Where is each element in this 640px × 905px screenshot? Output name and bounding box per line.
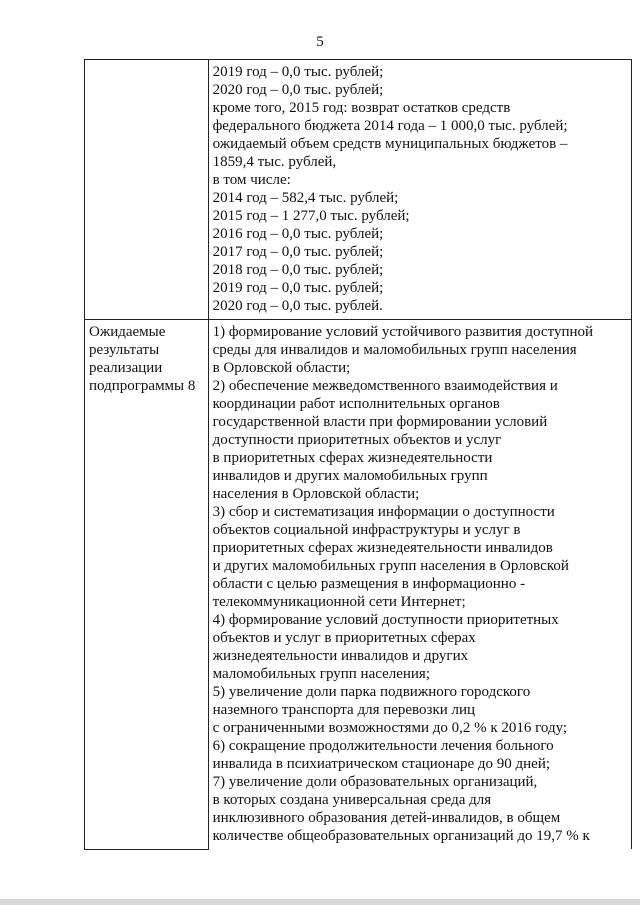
funding-line: 1859,4 тыс. рублей, [212,154,337,170]
funding-line: федерального бюджета 2014 года – 1 000,0 тыс. рублей; [212,118,568,134]
result-line: жизнедеятельности инвалидов и других [212,648,469,664]
result-line: в приоритетных сферах жизнедеятельности [212,450,493,466]
subprogram-passport-table [84,59,632,850]
result-line: государственной власти при формировании условий [212,414,548,430]
scan-edge [0,899,640,905]
result-line: наземного транспорта для перевозки лиц [212,702,476,718]
result-line: в Орловской области; [212,360,351,376]
result-line: 3) сбор и систематизация информации о доступности [212,504,555,520]
result-line: количестве общеобразовательных организаций до 19,7 % к [212,828,590,844]
result-line: области с целью размещения в информационно - [212,576,526,592]
funding-line: в том числе: [212,172,291,188]
funding-line: 2018 год – 0,0 тыс. рублей; [212,262,384,278]
result-line: 7) увеличение доли образовательных организаций, [212,774,538,790]
funding-line: кроме того, 2015 год: возврат остатков средств [212,100,511,116]
content-cell-funding [208,60,631,320]
result-line: в которых создана универсальная среда для [212,792,492,808]
funding-line: 2019 год – 0,0 тыс. рублей; [212,64,384,80]
result-line: с ограниченными возможностями до 0,2 % к 2016 году; [212,720,568,736]
result-line: и других маломобильных групп населения в Орловской [212,558,569,574]
result-line: координации работ исполнительных органов [212,396,500,412]
result-line: инвалида в психиатрическом стационаре до 90 дней; [212,756,551,772]
label-cell-expected-results [85,320,209,850]
funding-line: 2020 год – 0,0 тыс. рублей; [212,82,384,98]
result-line: населения в Орловской области; [212,486,420,502]
result-line: объектов социальной инфраструктуры и услуг в [212,522,521,538]
funding-line: 2017 год – 0,0 тыс. рублей; [212,244,384,260]
funding-line: 2014 год – 582,4 тыс. рублей; [212,190,399,206]
result-line: 4) формирование условий доступности приоритетных [212,612,559,628]
result-line: доступности приоритетных объектов и услуг [212,432,502,448]
row-label-line: подпрограммы 8 [89,378,196,394]
funding-line: 2020 год – 0,0 тыс. рублей. [212,298,383,314]
result-line: 5) увеличение доли парка подвижного городского [212,684,531,700]
funding-line: 2019 год – 0,0 тыс. рублей; [212,280,384,296]
row-label-line: результаты [89,342,160,358]
funding-line: 2015 год – 1 277,0 тыс. рублей; [212,208,410,224]
page-number: 5 [316,34,324,50]
result-line: объектов и услуг в приоритетных сферах [212,630,476,646]
result-line: 2) обеспечение межведомственного взаимодействия и [212,378,558,394]
result-line: телекоммуникационной сети Интернет; [212,594,466,610]
row-label-line: реализации [89,360,163,376]
table-row-expected-results [85,320,632,850]
result-line: инклюзивного образования детей-инвалидов, в общем [212,810,561,826]
result-line: приоритетных сферах жизнедеятельности инвалидов [212,540,553,556]
content-cell-expected-results [208,320,631,850]
table-row-funding [85,60,632,320]
result-line: маломобильных групп населения; [212,666,430,682]
funding-line: ожидаемый объем средств муниципальных бюджетов – [212,136,568,152]
row-label-line: Ожидаемые [89,324,166,340]
funding-line: 2016 год – 0,0 тыс. рублей; [212,226,384,242]
result-line: 1) формирование условий устойчивого развития доступной [212,324,594,340]
result-line: 6) сокращение продолжительности лечения больного [212,738,554,754]
label-cell-empty [85,60,209,320]
result-line: среды для инвалидов и маломобильных групп населения [212,342,577,358]
result-line: инвалидов и других маломобильных групп [212,468,488,484]
